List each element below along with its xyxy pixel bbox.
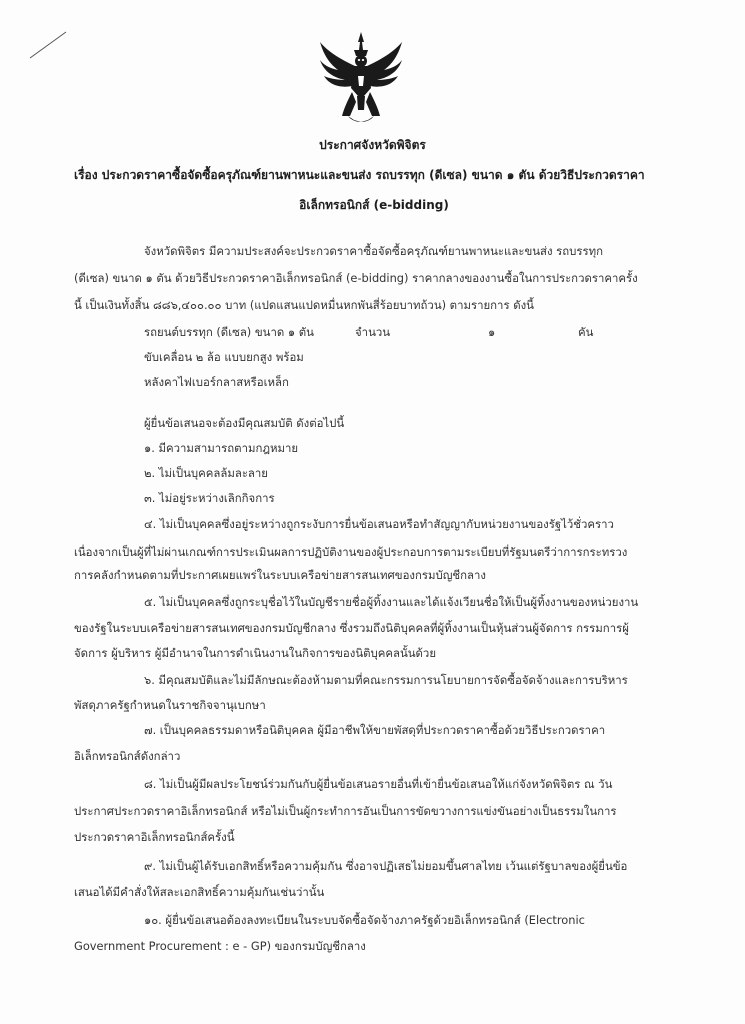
qualification-8-line-2: ประกาศประกวดราคาอิเล็กทรอนิกส์ หรือไม่เป็นผู้กระทำการอันเป็นการขัดขวางการแข่งขันอย่างเป็นธรรมในการ: [74, 804, 617, 818]
qualification-5-line-1: ๕. ไม่เป็นบุคคลซึ่งถูกระบุชื่อไว้ในบัญชีรายชื่อผู้ทิ้งงานและได้แจ้งเวียนชื่อให้เป็นผู้ทิ้งงานของหน่วยงาน: [144, 595, 639, 609]
announcement-title: ประกาศจังหวัดพิจิตร: [319, 138, 426, 152]
qualification-8-line-3: ประกวดราคาอิเล็กทรอนิกส์ครั้งนี้: [74, 830, 235, 844]
pen-stroke-mark: [28, 30, 68, 60]
intro-line-1: จังหวัดพิจิตร มีความประสงค์จะประกวดราคาซื้อจัดซื้อครุภัณฑ์ยานพาหนะและขนส่ง รถบรรทุก: [144, 244, 604, 258]
qualification-4-line-2: เนื่องจากเป็นผู้ที่ไม่ผ่านเกณฑ์การประเมินผลการปฏิบัติงานของผู้ประกอบการตามระเบียบที่รัฐมนตรีว่าการกระทรวง: [74, 545, 628, 559]
qualification-9-line-2: เสนอได้มีคำสั่งให้สละเอกสิทธิ์ความคุ้มกันเช่นว่านั้น: [74, 885, 325, 899]
qualification-5-line-3: จัดการ ผู้บริหาร ผู้มีอำนาจในการดำเนินงานในกิจการของนิติบุคคลนั้นด้วย: [74, 646, 437, 660]
qualification-4-line-1: ๔. ไม่เป็นบุคคลซึ่งอยู่ระหว่างถูกระงับการยื่นข้อเสนอหรือทำสัญญากับหน่วยงานของรัฐไว้ชั่วคราว: [144, 517, 614, 531]
announcement-subject: [74, 160, 674, 220]
qualification-7-line-2: อิเล็กทรอนิกส์ดังกล่าว: [74, 749, 181, 763]
subject-line-1: เรื่อง ประกวดราคาซื้อจัดซื้อครุภัณฑ์ยานพาหนะและขนส่ง รถบรรทุก (ดีเซล) ขนาด ๑ ตัน ด้วยวิธีประกวดราคา: [74, 168, 645, 182]
intro-line-2: (ดีเซล) ขนาด ๑ ตัน ด้วยวิธีประกวดราคาอิเล็กทรอนิกส์ (e-bidding) ราคากลางของงานซื้อในการประกวดราคาครั้ง: [74, 271, 638, 285]
intro-line-3: นี้ เป็นเงินทั้งสิ้น ๘๘๖,๔๐๐.๐๐ บาท (แปดแสนแปดหมื่นหกพันสี่ร้อยบาทถ้วน) ตามรายการ ดังนี้: [74, 298, 534, 312]
item-unit: คัน: [578, 325, 594, 339]
qualification-10-line-2: Government Procurement : e - GP) ของกรมบัญชีกลาง: [74, 939, 366, 953]
qualification-10-line-1: ๑๐. ผู้ยื่นข้อเสนอต้องลงทะเบียนในระบบจัดซื้อจัดจ้างภาครัฐด้วยอิเล็กทรอนิกส์ (Electronic: [144, 913, 585, 927]
item-description-1: รถยนต์บรรทุก (ดีเซล) ขนาด ๑ ตัน: [144, 325, 314, 339]
item-description-3: หลังคาไฟเบอร์กลาสหรือเหล็ก: [144, 375, 289, 389]
qualification-1: ๑. มีความสามารถตามกฎหมาย: [144, 441, 299, 455]
item-quantity: ๑: [488, 325, 496, 339]
item-description-2: ขับเคลื่อน ๒ ล้อ แบบยกสูง พร้อม: [144, 350, 304, 364]
qualification-4-line-3: การคลังกำหนดตามที่ประกาศเผยแพร่ในระบบเครือข่ายสารสนเทศของกรมบัญชีกลาง: [74, 568, 486, 582]
qualification-3: ๓. ไม่อยู่ระหว่างเลิกกิจการ: [144, 491, 275, 505]
qualification-6-line-1: ๖. มีคุณสมบัติและไม่มีลักษณะต้องห้ามตามที่คณะกรรมการนโยบายการจัดซื้อจัดจ้างและการบริหาร: [144, 673, 628, 687]
qualifications-heading: ผู้ยื่นข้อเสนอจะต้องมีคุณสมบัติ ดังต่อไปนี้: [144, 416, 345, 430]
qualification-2: ๒. ไม่เป็นบุคคลล้มละลาย: [144, 466, 268, 480]
subject-line-2: อิเล็กทรอนิกส์ (e-bidding): [299, 198, 449, 212]
garuda-emblem-icon: [318, 30, 404, 126]
qualification-8-line-1: ๘. ไม่เป็นผู้มีผลประโยชน์ร่วมกันกับผู้ยื่นข้อเสนอรายอื่นที่เข้ายื่นข้อเสนอให้แก่จังหวัดพิจิตร ณ วัน: [144, 777, 613, 791]
qualification-9-line-1: ๙. ไม่เป็นผู้ได้รับเอกสิทธิ์หรือความคุ้มกัน ซึ่งอาจปฏิเสธไม่ยอมขึ้นศาลไทย เว้นแต่รัฐบาลของผู้ยื่นข้อ: [144, 859, 628, 873]
qualification-6-line-2: พัสดุภาครัฐกำหนดในราชกิจจานุเบกษา: [74, 698, 266, 712]
item-quantity-label: จำนวน: [355, 325, 391, 339]
qualification-5-line-2: ของรัฐในระบบเครือข่ายสารสนเทศของกรมบัญชีกลาง ซึ่งรวมถึงนิติบุคคลที่ผู้ทิ้งงานเป็นหุ้นส่วนผู้จัดการ กรรมการผู้: [74, 621, 629, 635]
qualification-7-line-1: ๗. เป็นบุคคลธรรมดาหรือนิติบุคคล ผู้มีอาชีพให้ขายพัสดุที่ประกวดราคาซื้อด้วยวิธีประกวดราคา: [144, 723, 606, 737]
